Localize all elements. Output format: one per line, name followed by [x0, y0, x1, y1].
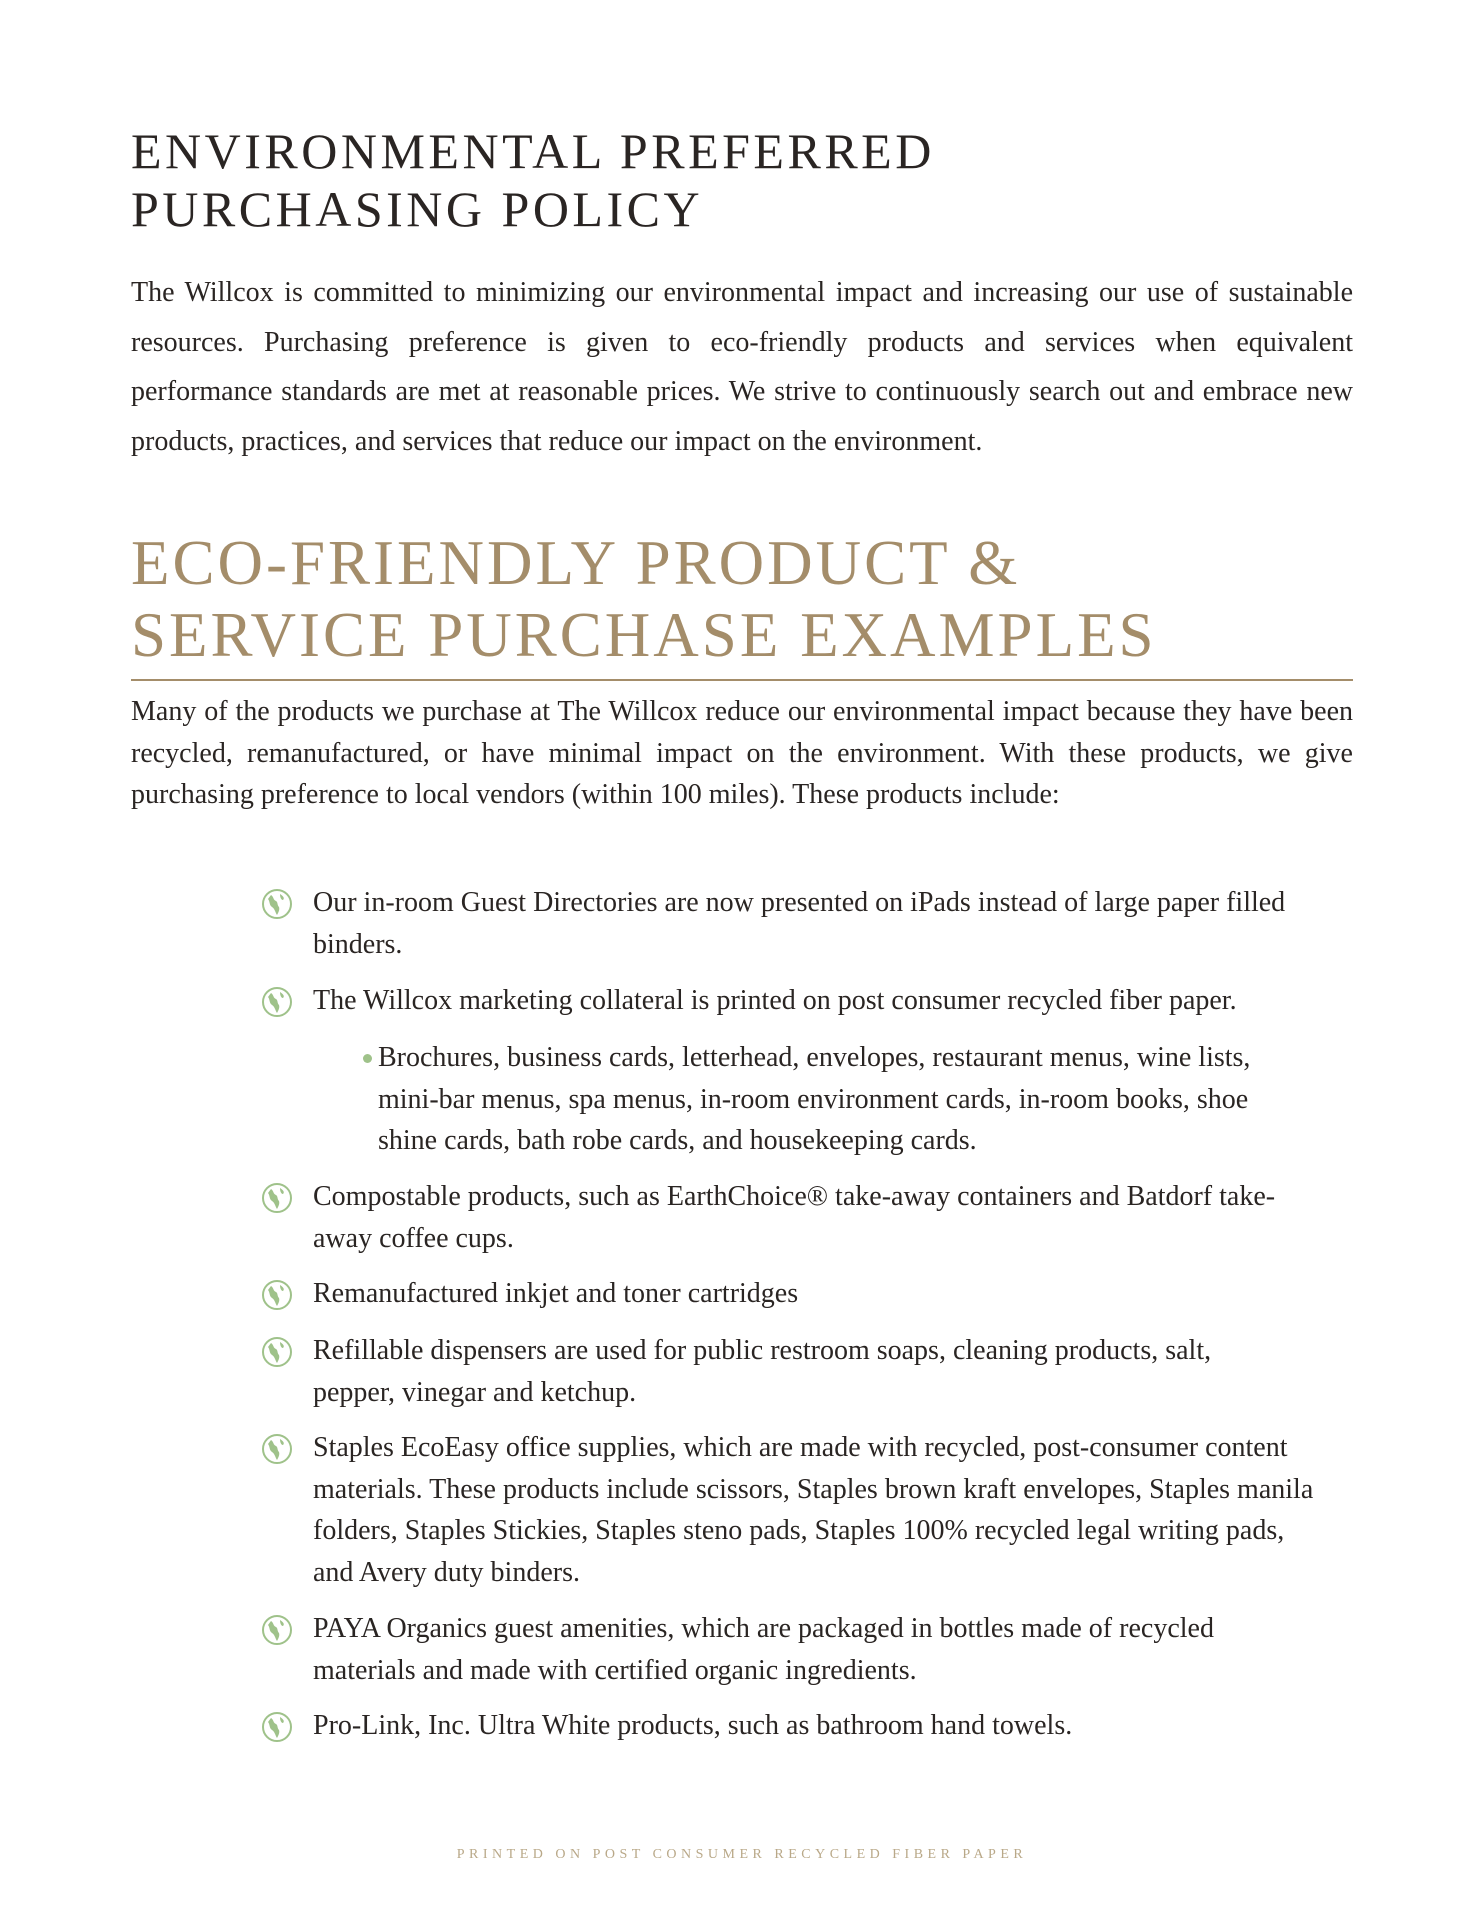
- list-item-text: Remanufactured inkjet and toner cartridges: [313, 1278, 799, 1309]
- list-item-text: Our in-room Guest Directories are now presented on iPads instead of large paper filled binders.: [313, 887, 1286, 960]
- list-item-text: Staples EcoEasy office supplies, which are made with recycled, post-consumer content materials. These products include scissors, Staples brown kraft envelopes, Staples manila folders, Staples Stickies, Staples steno pads, Staples 100% recycled legal writing pads, and Avery duty binders.: [313, 1432, 1314, 1588]
- sub-list-item-text: Brochures, business cards, letterhead, envelopes, restaurant menus, wine lists, mini-bar menus, spa menus, in-room environment cards, in-room books, shoe shine cards, bath robe cards, and housekeeping cards.: [378, 1042, 1251, 1156]
- globe-icon: [261, 1614, 293, 1646]
- list-item-text: PAYA Organics guest amenities, which are packaged in bottles made of recycled materials and made with certified organic ingredients.: [313, 1613, 1214, 1686]
- globe-icon: [261, 1279, 293, 1311]
- globe-icon: [261, 888, 293, 920]
- globe-icon: [261, 986, 293, 1018]
- list-item-text: The Willcox marketing collateral is printed on post consumer recycled fiber paper.: [313, 985, 1237, 1016]
- examples-title: [131, 527, 1353, 671]
- globe-icon: [261, 1711, 293, 1743]
- policy-title-line2: PURCHASING POLICY: [131, 181, 704, 237]
- list-item-text: Refillable dispensers are used for public restroom soaps, cleaning products, salt, pepper, vinegar and ketchup.: [313, 1335, 1212, 1408]
- section-divider: [131, 679, 1353, 681]
- globe-icon: [261, 1433, 293, 1465]
- globe-icon: [261, 1336, 293, 1368]
- list-item-text: Pro-Link, Inc. Ultra White products, such as bathroom hand towels.: [313, 1710, 1073, 1741]
- globe-icon: [261, 1182, 293, 1214]
- examples-intro: Many of the products we purchase at The Willcox reduce our environmental impact because they have been recycled, remanufactured, or have minimal impact on the environment. With these products, we give purchasing preference to local vendors (within 100 miles). These products include:: [131, 696, 1353, 810]
- examples-title-line1: ECO-FRIENDLY PRODUCT &: [131, 528, 1021, 598]
- examples-title-line2: SERVICE PURCHASE EXAMPLES: [131, 600, 1157, 670]
- list-item-text: Compostable products, such as EarthChoice® take-away containers and Batdorf take-away coffee cups.: [313, 1181, 1276, 1254]
- policy-title-line1: ENVIRONMENTAL PREFERRED: [131, 123, 935, 179]
- sub-bullet-dot: [363, 1054, 372, 1063]
- footer-note: PRINTED ON POST CONSUMER RECYCLED FIBER PAPER: [456, 1847, 1028, 1862]
- policy-paragraph: The Willcox is committed to minimizing our environmental impact and increasing our use of sustainable resources. Purchasing preference is given to eco-friendly products and services when equivalent performance standards are met at reasonable prices. We strive to continuously search out and embrace new products, practices, and services that reduce our impact on the environment.: [131, 277, 1353, 457]
- policy-title: [131, 122, 1131, 238]
